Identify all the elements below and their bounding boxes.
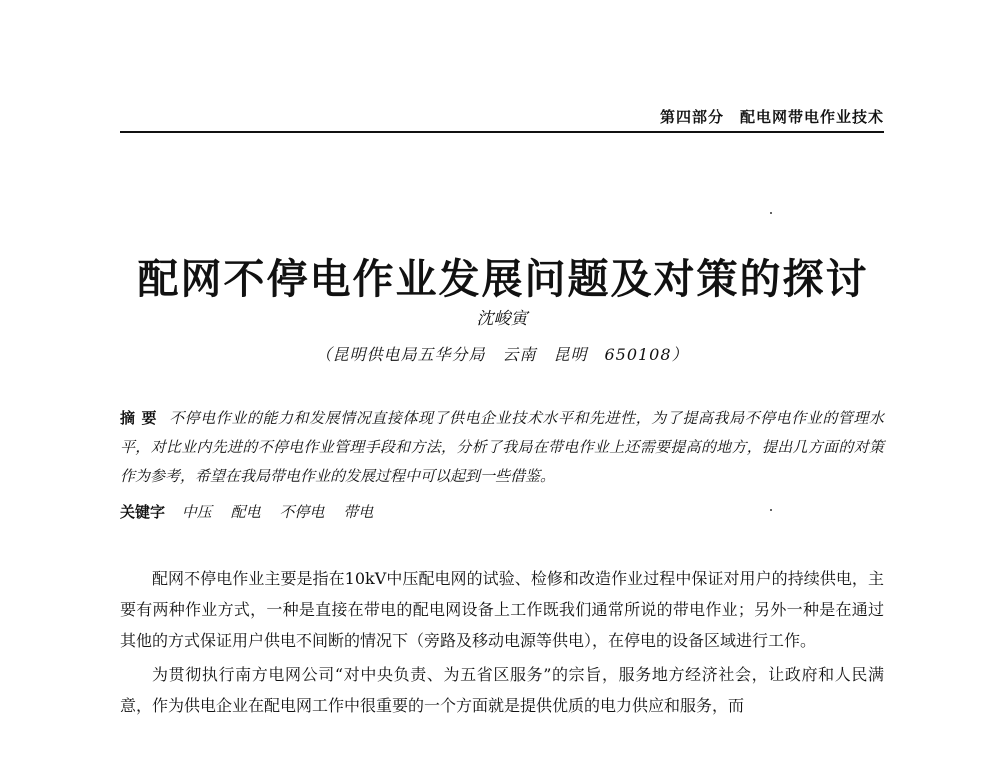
body-paragraph: 配网不停电作业主要是指在10kV中压配电网的试验、检修和改造作业过程中保证对用户的持续供电，主要有两种作业方式，一种是直接在带电的配电网设备上工作既我们通常所说的带电作业；另外一种是在通过其他的方式保证用户供电不间断的情况下（旁路及移动电源等供电），在停电的设备区域进行工作。 xyxy=(120,569,884,650)
keywords-label: 关键字 xyxy=(120,503,166,521)
author-name: 沈峻寅 xyxy=(476,309,528,329)
body-text xyxy=(120,563,884,724)
scan-speck xyxy=(770,212,772,214)
abstract-text: 不停电作业的能力和发展情况直接体现了供电企业技术水平和先进性，为了提高我局不停电作业的管理水平，对比业内先进的不停电作业管理手段和方法，分析了我局在带电作业上还需要提高的地方，提出几方面的对策作为参考，希望在我局带电作业的发展过程中可以起到一些借鉴。 xyxy=(120,409,884,485)
running-header: 第四部分 配电网带电作业技术 xyxy=(659,108,884,126)
keyword-item: 不停电 xyxy=(279,503,325,521)
abstract xyxy=(120,404,884,491)
keyword-item: 配电 xyxy=(230,503,261,521)
article-title: 配网不停电作业发展问题及对策的探讨 xyxy=(137,255,869,304)
abstract-label: 摘要 xyxy=(120,409,164,427)
keywords xyxy=(120,501,884,522)
body-paragraph: 为贯彻执行南方电网公司“对中央负责、为五省区服务”的宗旨，服务地方经济社会，让政府和人民满意，作为供电企业在配电网工作中很重要的一个方面就是提供优质的电力供应和服务，而 xyxy=(120,665,884,715)
author-affiliation: （昆明供电局五华分局 云南 昆明 650108） xyxy=(315,345,689,364)
header-rule xyxy=(120,131,884,133)
keyword-item: 中压 xyxy=(181,503,212,521)
keyword-item: 带电 xyxy=(343,503,374,521)
